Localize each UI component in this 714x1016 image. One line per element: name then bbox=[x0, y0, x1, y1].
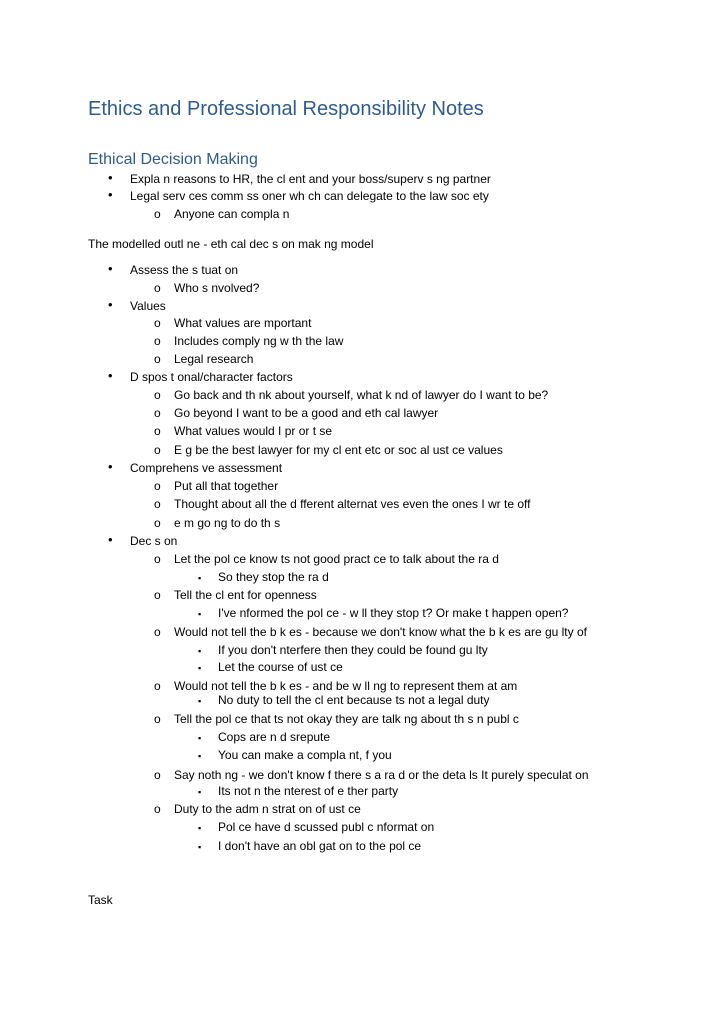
model-detail-item-marker: ▪ bbox=[198, 733, 202, 743]
model-detail-item: I've nformed the pol ce - w ll they stop t? Or make t happen open? bbox=[218, 606, 569, 620]
model-sub-item-marker: o bbox=[154, 479, 161, 493]
model-sub-item-marker: o bbox=[154, 316, 161, 330]
model-sub-item-marker: o bbox=[154, 516, 161, 530]
model-sub-item: What values would I pr or t se bbox=[174, 424, 333, 438]
model-item-marker: • bbox=[108, 459, 113, 474]
model-item-marker: • bbox=[108, 297, 113, 312]
bullet-marker: • bbox=[108, 170, 113, 185]
model-detail-item: Pol ce have d scussed publ c nformat on bbox=[218, 820, 435, 834]
model-sub-item-marker: o bbox=[154, 443, 161, 457]
model-sub-item-marker: o bbox=[154, 625, 161, 639]
model-item: Assess the s tuat on bbox=[130, 263, 239, 277]
model-sub-item-marker: o bbox=[154, 388, 161, 402]
model-sub-item: Duty to the adm n strat on of ust ce bbox=[174, 802, 361, 816]
page-title: Ethics and Professional Responsibility Notes bbox=[88, 98, 484, 120]
model-item: Dec s on bbox=[130, 534, 178, 548]
model-sub-item: Go back and th nk about yourself, what k nd of lawyer do I want to be? bbox=[174, 388, 549, 402]
model-detail-item-marker: ▪ bbox=[198, 842, 202, 852]
bullet-marker: • bbox=[108, 187, 113, 202]
model-detail-item: No duty to tell the cl ent because ts not a legal duty bbox=[218, 693, 490, 707]
model-sub-item: Put all that together bbox=[174, 479, 279, 493]
model-item: Values bbox=[130, 299, 166, 313]
section-heading: Ethical Decision Making bbox=[88, 151, 258, 168]
model-detail-item: Cops are n d srepute bbox=[218, 730, 331, 744]
model-sub-item-marker: o bbox=[154, 334, 161, 348]
model-sub-item: What values are mportant bbox=[174, 316, 312, 330]
model-sub-item-marker: o bbox=[154, 424, 161, 438]
model-sub-item: Tell the pol ce that ts not okay they are talk ng about th s n publ c bbox=[174, 712, 519, 726]
model-sub-item-marker: o bbox=[154, 281, 161, 295]
model-sub-item-marker: o bbox=[154, 552, 161, 566]
model-sub-item-marker: o bbox=[154, 497, 161, 511]
model-sub-item: Go beyond I want to be a good and eth cal lawyer bbox=[174, 406, 439, 420]
model-sub-item-marker: o bbox=[154, 712, 161, 726]
model-sub-item: Say noth ng - we don't know f there s a ra d or the deta ls It purely speculat on bbox=[174, 768, 589, 782]
model-detail-item: Its not n the nterest of e ther party bbox=[218, 784, 399, 798]
model-sub-item: Legal research bbox=[174, 352, 254, 366]
model-sub-item: e m go ng to do th s bbox=[174, 516, 281, 530]
model-sub-item-marker: o bbox=[154, 406, 161, 420]
model-sub-item-marker: o bbox=[154, 352, 161, 366]
model-item-marker: • bbox=[108, 532, 113, 547]
model-detail-item: So they stop the ra d bbox=[218, 570, 329, 584]
model-intro: The modelled outl ne - eth cal dec s on mak ng model bbox=[88, 237, 374, 251]
model-detail-item-marker: ▪ bbox=[198, 609, 202, 619]
model-sub-item: Would not tell the b k es - because we don't know what the b k es are gu lty of bbox=[174, 625, 587, 639]
model-detail-item: You can make a compla nt, f you bbox=[218, 748, 392, 762]
model-detail-item-marker: ▪ bbox=[198, 663, 202, 673]
model-sub-item: Thought about all the d fferent alternat ves even the ones I wr te off bbox=[174, 497, 531, 511]
model-item-marker: • bbox=[108, 368, 113, 383]
model-detail-item: Let the course of ust ce bbox=[218, 660, 343, 674]
model-detail-item: If you don't nterfere then they could be found gu lty bbox=[218, 643, 488, 657]
list-item: Legal serv ces comm ss oner wh ch can delegate to the law soc ety bbox=[130, 189, 489, 203]
model-sub-item-marker: o bbox=[154, 588, 161, 602]
model-detail-item-marker: ▪ bbox=[198, 787, 202, 797]
model-detail-item-marker: ▪ bbox=[198, 573, 202, 583]
model-sub-item: Who s nvolved? bbox=[174, 281, 260, 295]
list-item: Expla n reasons to HR, the cl ent and your boss/superv s ng partner bbox=[130, 172, 491, 186]
model-item: Comprehens ve assessment bbox=[130, 461, 283, 475]
sub-bullet-marker: o bbox=[154, 207, 161, 221]
task-label: Task bbox=[88, 893, 113, 907]
model-sub-item-marker: o bbox=[154, 768, 161, 782]
model-sub-item-marker: o bbox=[154, 679, 161, 693]
model-item-marker: • bbox=[108, 261, 113, 276]
model-sub-item: Includes comply ng w th the law bbox=[174, 334, 344, 348]
model-sub-item: E g be the best lawyer for my cl ent etc or soc al ust ce values bbox=[174, 443, 503, 457]
list-item: Anyone can compla n bbox=[174, 207, 290, 221]
model-sub-item: Let the pol ce know ts not good pract ce to talk about the ra d bbox=[174, 552, 499, 566]
model-detail-item: I don't have an obl gat on to the pol ce bbox=[218, 839, 422, 853]
model-sub-item-marker: o bbox=[154, 802, 161, 816]
model-detail-item-marker: ▪ bbox=[198, 646, 202, 656]
model-sub-item: Would not tell the b k es - and be w ll ng to represent them at am bbox=[174, 679, 518, 693]
model-sub-item: Tell the cl ent for openness bbox=[174, 588, 317, 602]
model-detail-item-marker: ▪ bbox=[198, 751, 202, 761]
model-detail-item-marker: ▪ bbox=[198, 696, 202, 706]
model-item: D spos t onal/character factors bbox=[130, 370, 293, 384]
model-detail-item-marker: ▪ bbox=[198, 823, 202, 833]
